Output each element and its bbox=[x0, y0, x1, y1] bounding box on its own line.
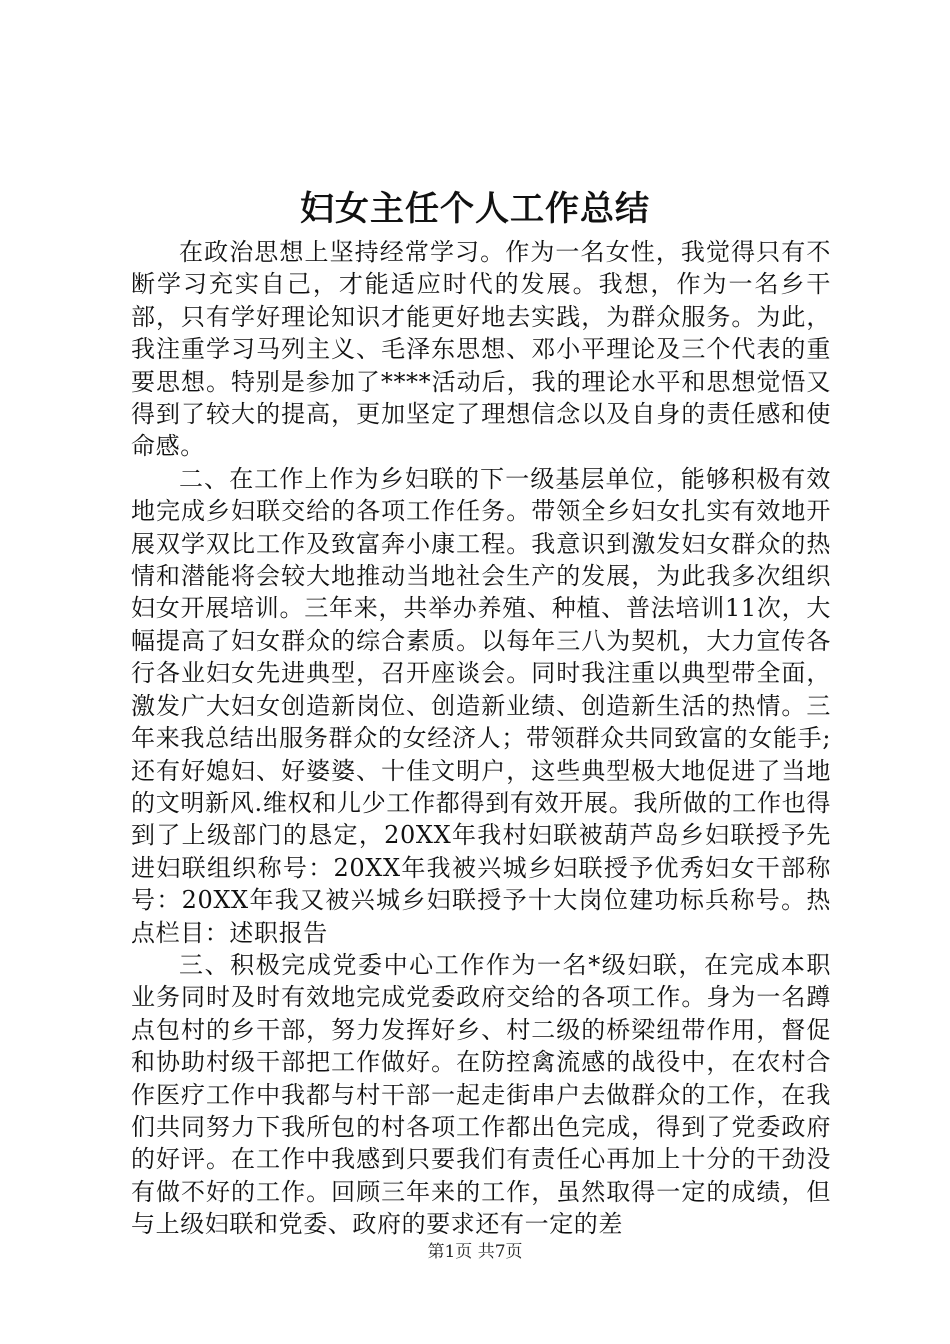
paragraph-1: 在政治思想上坚持经常学习。作为一名女性，我觉得只有不断学习充实自己，才能适应时代的发展。我想，作为一名乡干部，只有学好理论知识才能更好地去实践，为群众服务。为此，我注重学习马列主义、毛泽东思想、邓小平理论及三个代表的重要思想。特别是参加了****活动后，我的理论水平和思想觉悟又得到了较大的提高，更加坚定了理想信念以及自身的责任感和使命感。 bbox=[131, 238, 831, 461]
document-body bbox=[131, 236, 831, 1241]
document-title: 妇女主任个人工作总结 bbox=[300, 189, 650, 229]
paragraph-2: 二、在工作上作为乡妇联的下一级基层单位，能够积极有效地完成乡妇联交给的各项工作任务。带领全乡妇女扎实有效地开展双学双比工作及致富奔小康工程。我意识到激发妇女群众的热情和潜能将会较大地推动当地社会生产的发展，为此我多次组织妇女开展培训。三年来，共举办养殖、种植、普法培训11次，大幅提高了妇女群众的综合素质。以每年三八为契机，大力宣传各行各业妇女先进典型，召开座谈会。同时我注重以典型带全面，激发广大妇女创造新岗位、创造新业绩、创造新生活的热情。三年来我总结出服务群众的女经济人；带领群众共同致富的女能手;还有好媳妇、好婆婆、十佳文明户，这些典型极大地促进了当地的文明新风.维权和儿少工作都得到有效开展。我所做的工作也得到了上级部门的恳定，20XX年我村妇联被葫芦岛乡妇联授予先进妇联组织称号：20XX年我被兴城乡妇联授予优秀妇女干部称号：20XX年我又被兴城乡妇联授予十大岗位建功标兵称号。热点栏目：述职报告 bbox=[131, 464, 831, 947]
paragraph-3: 三、积极完成党委中心工作作为一名*级妇联，在完成本职业务同时及时有效地完成党委政府交给的各项工作。身为一名蹲点包村的乡干部，努力发挥好乡、村二级的桥梁纽带作用，督促和协助村级干部把工作做好。在防控禽流感的战役中，在农村合作医疗工作中我都与村干部一起走街串户去做群众的工作，在我们共同努力下我所包的村各项工作都出色完成，得到了党委政府的好评。在工作中我感到只要我们有责任心再加上十分的干劲没有做不好的工作。回顾三年来的工作，虽然取得一定的成绩，但与上级妇联和党委、政府的要求还有一定的差 bbox=[131, 950, 831, 1239]
page-number-footer: 第1页 共7页 bbox=[427, 1242, 523, 1262]
